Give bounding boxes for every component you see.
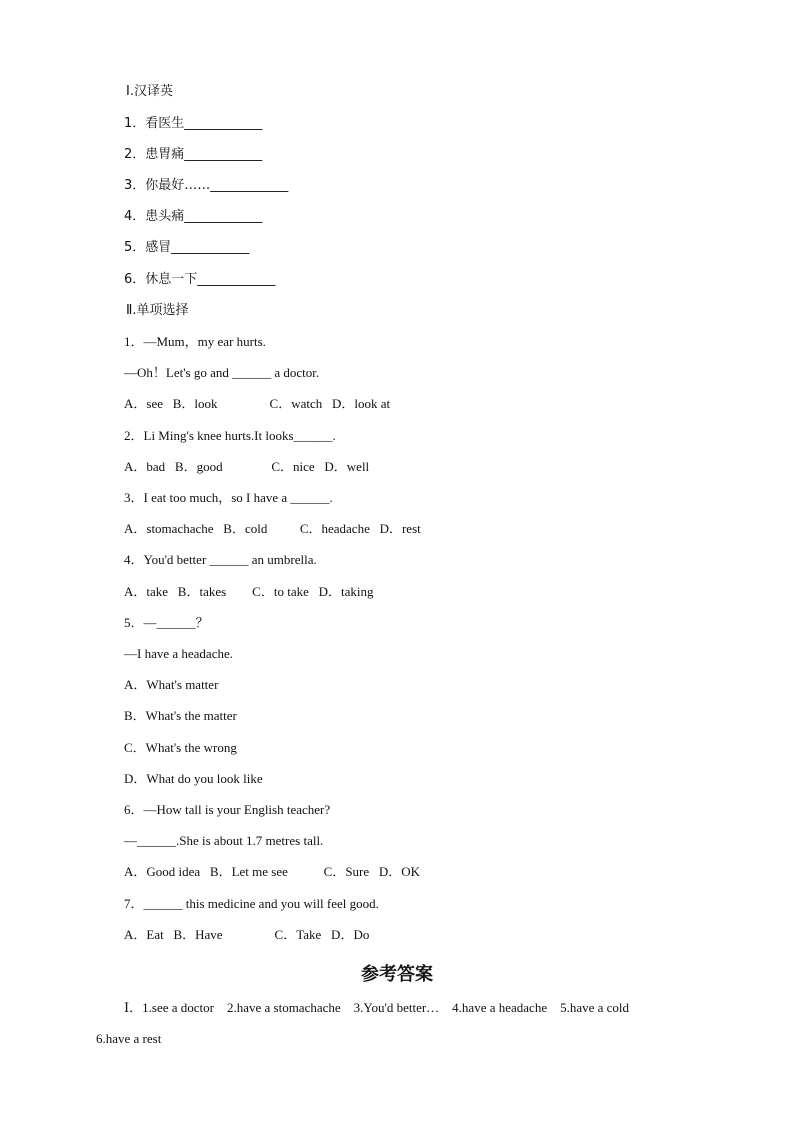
question-2: 2．Li Ming's knee hurts.It looks______. <box>124 428 336 443</box>
question-6-options: A．Good idea B．Let me see C．Sure D．OK <box>124 864 421 879</box>
question-1: 1．—Mum，my ear hurts. <box>124 334 266 349</box>
part1-item-2: 2．患胃痛____________ <box>124 147 263 162</box>
question-6-reply: —______.She is about 1.7 metres tall. <box>124 833 324 848</box>
part1-item-5: 5．感冒____________ <box>124 240 250 255</box>
part1-item-4: 4．患头痛____________ <box>124 209 263 224</box>
part2-heading: Ⅱ.单项选择 <box>126 303 189 318</box>
question-1-options: A．see B．look C．watch D．look at <box>124 396 391 411</box>
question-5-option-b: B．What's the matter <box>124 708 237 723</box>
part1-item-6: 6．休息一下____________ <box>124 272 276 287</box>
question-1-reply: —Oh！Let's go and ______ a doctor. <box>124 365 320 380</box>
question-3: 3．I eat too much，so I have a ______. <box>124 490 333 505</box>
question-7: 7．______ this medicine and you will feel good. <box>124 896 379 911</box>
question-5-option-c: C．What's the wrong <box>124 740 237 755</box>
part1-heading: Ⅰ.汉译英 <box>126 84 173 99</box>
answers-line-2: 6.have a rest <box>96 1031 162 1046</box>
question-3-options: A．stomachache B．cold C．headache D．rest <box>124 521 421 536</box>
part1-item-1: 1．看医生____________ <box>124 116 263 131</box>
question-5-option-d: D．What do you look like <box>124 771 263 786</box>
question-6: 6．—How tall is your English teacher? <box>124 802 331 817</box>
question-4: 4．You'd better ______ an umbrella. <box>124 552 317 567</box>
question-7-options: A．Eat B．Have C．Take D．Do <box>124 927 370 942</box>
question-5-option-a: A．What's matter <box>124 677 219 692</box>
answers-line-1: Ⅰ．1.see a doctor 2.have a stomachache 3.You'd better… 4.have a headache 5.have a cold <box>124 1000 630 1015</box>
part1-item-3: 3．你最好……____________ <box>124 178 289 193</box>
answers-title: 参考答案 <box>361 964 433 985</box>
question-5-reply: —I have a headache. <box>124 646 233 661</box>
question-5: 5．—______？ <box>124 615 209 630</box>
question-2-options: A．bad B．good C．nice D．well <box>124 459 370 474</box>
question-4-options: A．take B．takes C．to take D．taking <box>124 584 374 599</box>
